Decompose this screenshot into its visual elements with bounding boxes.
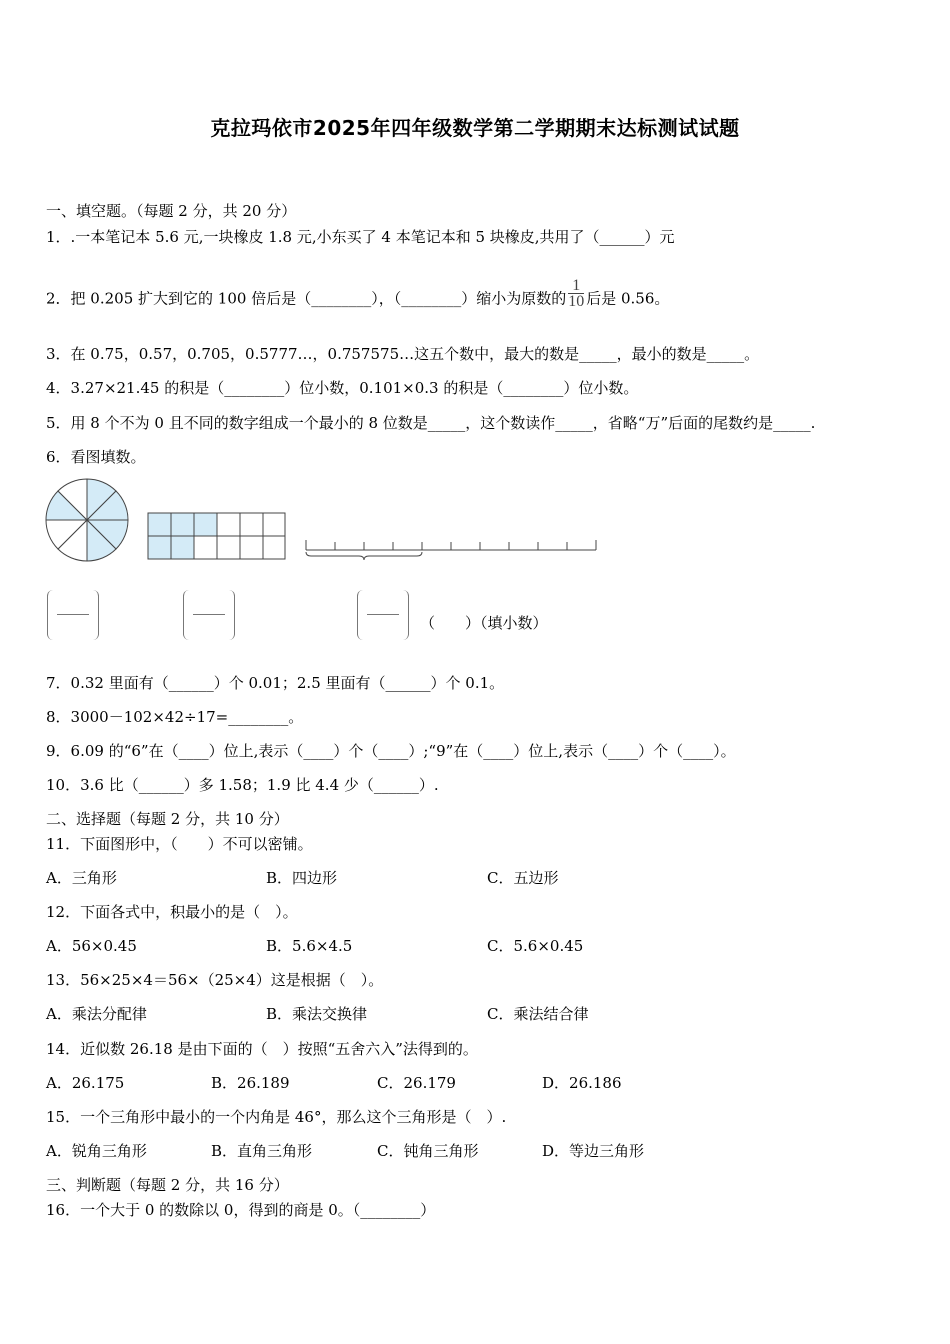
fraction-numerator: 1	[568, 278, 584, 294]
question-2	[46, 277, 670, 315]
grid-figure	[147, 512, 287, 562]
question-8: 8．3000－102×42÷17=________。	[46, 708, 304, 726]
question-4: 4．3.27×21.45 的积是（________）位小数，0.101×0.3 的积是（________）位小数。	[46, 379, 639, 397]
fraction-denominator: 10	[568, 293, 585, 310]
question-6: 6．看图填数。	[46, 448, 146, 466]
option-c[interactable]: C．26.179	[377, 1074, 456, 1092]
section-heading-choice: 二、选择题（每题 2 分，共 10 分）	[46, 810, 289, 828]
option-a[interactable]: A．乘法分配律	[46, 1005, 147, 1023]
answer-fraction-box[interactable]	[183, 590, 235, 640]
option-b[interactable]: B．乘法交换律	[266, 1005, 368, 1023]
page-title: 克拉玛依市2025年四年级数学第二学期期末达标测试试题	[210, 116, 740, 140]
circle-figure	[43, 476, 131, 564]
option-b[interactable]: B．直角三角形	[211, 1142, 313, 1160]
question-12: 12．下面各式中，积最小的是（ ）。	[46, 903, 298, 921]
question-2-text-a: 2．把 0.205 扩大到它的 100 倍后是（________），（________）缩小为原数的	[46, 289, 567, 308]
section-heading-fill-blank: 一、填空题。（每题 2 分，共 20 分）	[46, 202, 297, 220]
section-heading-judge: 三、判断题（每题 2 分，共 16 分）	[46, 1176, 289, 1194]
option-a[interactable]: A．三角形	[46, 869, 117, 887]
question-2-text-b: 后是 0.56。	[586, 289, 670, 308]
option-c[interactable]: C．钝角三角形	[377, 1142, 479, 1160]
option-a[interactable]: A．锐角三角形	[46, 1142, 147, 1160]
option-d[interactable]: D．26.186	[542, 1074, 622, 1092]
option-b[interactable]: B．四边形	[266, 869, 338, 887]
option-c[interactable]: C．乘法结合律	[487, 1005, 589, 1023]
answer-fraction-box[interactable]	[357, 590, 409, 640]
question-15: 15．一个三角形中最小的一个内角是 46°，那么这个三角形是（ ）.	[46, 1108, 507, 1126]
question-10: 10．3.6 比（______）多 1.58；1.9 比 4.4 少（______）.	[46, 776, 439, 794]
option-a[interactable]: A．26.175	[46, 1074, 125, 1092]
option-d[interactable]: D．等边三角形	[542, 1142, 645, 1160]
answer-fraction-box[interactable]	[47, 590, 99, 640]
option-c[interactable]: C．5.6×0.45	[487, 937, 584, 955]
question-3: 3．在 0.75，0.57，0.705，0.5777…，0.757575…这五个数中，最大的数是_____，最小的数是_____。	[46, 345, 760, 363]
question-14: 14．近似数 26.18 是由下面的（ ）按照“五舍六入”法得到的。	[46, 1040, 478, 1058]
option-a[interactable]: A．56×0.45	[46, 937, 137, 955]
option-b[interactable]: B．26.189	[211, 1074, 290, 1092]
question-9: 9．6.09 的“6”在（____）位上,表示（____）个（____）;“9”在（____）位上,表示（____）个（____）。	[46, 742, 736, 760]
question-7: 7．0.32 里面有（______）个 0.01；2.5 里面有（______）个 0.1。	[46, 674, 505, 692]
question-11: 11．下面图形中，（ ）不可以密铺。	[46, 835, 313, 853]
option-c[interactable]: C．五边形	[487, 869, 559, 887]
question-5: 5．用 8 个不为 0 且不同的数字组成一个最小的 8 位数是_____，这个数读作_____，省略“万”后面的尾数约是_____.	[46, 414, 816, 432]
question-6-decimal-blank: （ ）（填小数）	[420, 614, 548, 632]
segment-line-figure	[303, 534, 599, 564]
question-16: 16．一个大于 0 的数除以 0，得到的商是 0。（________）	[46, 1201, 436, 1219]
option-b[interactable]: B．5.6×4.5	[266, 937, 353, 955]
question-1: 1．.一本笔记本 5.6 元,一块橡皮 1.8 元,小东买了 4 本笔记本和 5 块橡皮,共用了（______）元	[46, 228, 675, 246]
fraction-one-tenth	[568, 278, 584, 309]
question-13: 13．56×25×4＝56×（25×4）这是根据（ ）。	[46, 971, 384, 989]
